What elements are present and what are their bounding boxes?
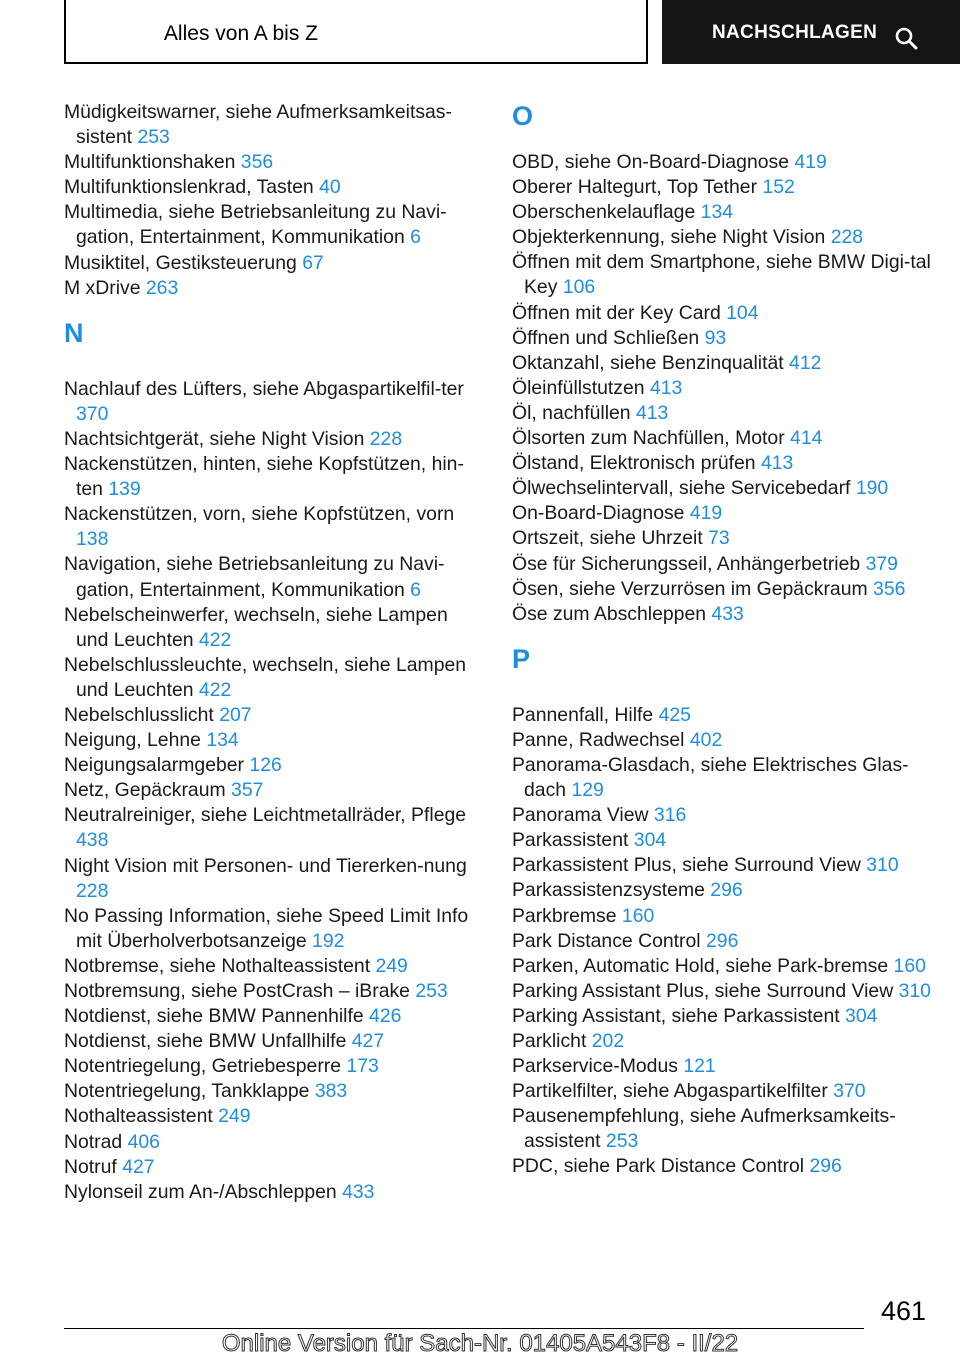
index-entry	[64, 150, 484, 175]
index-entry-text: Oktanzahl, siehe Benzinqualität	[512, 351, 784, 374]
index-entry	[512, 1104, 932, 1154]
index-entry	[512, 175, 932, 200]
index-entry-text: Nebelscheinwerfer, wechseln, siehe Lampen und Leuchten	[64, 603, 448, 651]
index-entry-text: Musiktitel, Gestiksteuerung	[64, 251, 297, 274]
index-entry-text: Objekterkennung, siehe Night Vision	[512, 226, 826, 249]
index-entry	[64, 1180, 484, 1205]
index-entry	[64, 1104, 484, 1129]
page-reference-link[interactable]: 253	[415, 980, 448, 1002]
index-entry	[512, 904, 932, 929]
page-reference-link[interactable]: 249	[218, 1105, 251, 1128]
page-reference-link[interactable]: 413	[760, 452, 794, 475]
index-entry	[64, 1130, 484, 1155]
index-entry	[512, 1029, 932, 1054]
index-entry	[64, 502, 484, 552]
page-reference-link[interactable]: 263	[145, 276, 179, 299]
index-entry	[512, 728, 932, 753]
index-entry-text: Parking Assistant Plus, siehe Surround View	[512, 979, 894, 1002]
index-entry-text: Öse für Sicherungsseil, Anhängerbetrieb	[512, 552, 861, 575]
page-reference-link[interactable]: 249	[375, 954, 408, 977]
index-entry	[64, 653, 484, 703]
entries-m	[64, 100, 484, 301]
index-entry-text: Notentriegelung, Tankklappe	[64, 1080, 310, 1103]
index-entry	[64, 753, 484, 778]
page-reference-link[interactable]: 228	[76, 879, 109, 902]
page-reference-link[interactable]: 152	[762, 176, 795, 199]
index-entry-text: Night Vision mit Personen- und Tiererken-nung	[64, 854, 467, 877]
index-entry-text: Öffnen und Schließen	[512, 326, 700, 349]
page-reference-link[interactable]: 134	[700, 201, 734, 224]
section-title: Alles von A bis Z	[163, 22, 318, 45]
page-reference-link[interactable]: 228	[369, 427, 403, 450]
index-entry	[64, 803, 484, 853]
index-entry-text: Nothalteassistent	[64, 1105, 213, 1128]
page-reference-link[interactable]: 192	[312, 929, 345, 952]
index-entry-text: Neutralreiniger, siehe Leichtmetallräder, Pflege	[64, 804, 467, 827]
index-entry	[64, 778, 484, 803]
index-entry	[512, 351, 932, 376]
page-reference-link[interactable]: 138	[76, 528, 109, 551]
page-reference-link[interactable]: 419	[689, 502, 723, 525]
index-entry	[64, 703, 484, 728]
index-entry	[64, 1155, 484, 1180]
page-reference-link[interactable]: 356	[240, 151, 274, 174]
index-entry-text: Parken, Automatic Hold, siehe Park-bremse	[512, 954, 889, 977]
index-entry-text: Notentriegelung, Getriebesperre	[64, 1055, 342, 1078]
index-entry-text: Panorama-Glasdach, siehe Elektrisches Glas-dach	[512, 753, 909, 802]
index-entry	[512, 200, 932, 225]
index-entry	[64, 276, 484, 301]
index-entry	[64, 1054, 484, 1079]
index-entry	[512, 954, 932, 979]
index-entry-text: Nebelschlusslicht	[64, 703, 214, 726]
page-reference-link[interactable]: 433	[342, 1180, 375, 1203]
index-entry-text: Panorama View	[512, 804, 649, 827]
index-entry-text: Parking Assistant, siehe Parkassistent	[512, 1004, 840, 1027]
index-entry	[512, 225, 932, 250]
index-entry	[512, 1054, 932, 1079]
index-entry-text: Netz, Gepäckraum	[64, 779, 226, 802]
index-entry-text: Oberer Haltegurt, Top Tether	[512, 176, 758, 199]
page-reference-link[interactable]: 422	[198, 678, 232, 701]
index-entry	[512, 1079, 932, 1104]
page-reference-link[interactable]: 129	[571, 779, 604, 802]
index-entry-text: Notbremse, siehe Nothalteassistent	[64, 954, 371, 977]
letter-heading-p: P	[512, 643, 531, 674]
page-number: 461	[880, 1296, 926, 1326]
index-entry-text: Neigung, Lehne	[64, 729, 201, 752]
index-entry-text: Navigation, siehe Betriebsanleitung zu Navi-gation, Entertainment, Kommunikation	[64, 553, 445, 601]
index-entry	[512, 1004, 932, 1029]
index-entry-text: Ölwechselintervall, siehe Servicebedarf	[512, 477, 851, 500]
index-entry-text: Ölsorten zum Nachfüllen, Motor	[512, 427, 785, 450]
index-entry	[512, 929, 932, 954]
index-entry-text: Ortszeit, siehe Uhrzeit	[512, 527, 703, 550]
index-entry-text: Partikelfilter, siehe Abgaspartikelfilter	[512, 1080, 828, 1103]
search-icon[interactable]	[894, 26, 918, 50]
index-column-left	[64, 100, 484, 1205]
index-entry-text: Parkassistenzsysteme	[512, 879, 705, 902]
index-entry	[512, 401, 932, 426]
index-entry	[512, 803, 932, 828]
entries-n	[64, 377, 484, 1205]
index-entry	[512, 753, 932, 803]
index-entry-text: Multifunktionshaken	[64, 151, 236, 174]
index-entry-text: Öse zum Abschleppen	[512, 602, 707, 625]
page-reference-link[interactable]: 202	[591, 1030, 625, 1052]
index-entry	[64, 175, 484, 200]
index-entry	[512, 878, 932, 903]
index-entry	[64, 728, 484, 753]
index-entry-text: Öffnen mit der Key Card	[512, 301, 721, 324]
index-entry	[64, 100, 484, 150]
index-entry-text: Parkservice-Modus	[512, 1055, 678, 1078]
page-reference-link[interactable]: 304	[633, 829, 667, 852]
index-entry-text: Multimedia, siehe Betriebsanleitung zu Navi-gation, Entertainment, Kommunikation	[64, 201, 447, 249]
index-entry	[512, 1154, 932, 1179]
index-entry-text: Notbremsung, siehe PostCrash – iBrake	[64, 980, 410, 1002]
letter-heading-o: O	[512, 101, 534, 131]
page-reference-link[interactable]: 67	[302, 251, 324, 274]
page-reference-link[interactable]: 40	[319, 176, 341, 199]
index-entry	[512, 426, 932, 451]
index-entry-text: Pannenfall, Hilfe	[512, 703, 654, 726]
page-reference-link[interactable]: 207	[219, 703, 252, 726]
page-reference-link[interactable]: 121	[683, 1055, 716, 1078]
index-entry	[512, 602, 932, 627]
page-reference-link[interactable]: 316	[653, 804, 687, 827]
section-header-box	[64, 0, 648, 64]
index-entry	[512, 828, 932, 853]
page-reference-link[interactable]: 106	[562, 276, 596, 299]
index-entry	[64, 1029, 484, 1054]
index-entry	[64, 904, 484, 954]
index-entry	[512, 526, 932, 551]
index-entry-text: Öl, nachfüllen	[512, 401, 631, 424]
page-reference-link[interactable]: 134	[206, 729, 239, 752]
page-reference-link[interactable]: 228	[830, 226, 864, 249]
page-reference-link[interactable]: 357	[231, 779, 264, 802]
index-entry-text: Nylonseil zum An-/Abschleppen	[64, 1180, 337, 1203]
page-reference-link[interactable]: 406	[127, 1130, 160, 1153]
index-entry-text: Notdienst, siehe BMW Unfallhilfe	[64, 1030, 347, 1053]
index-entry	[64, 854, 484, 904]
entries-o	[512, 150, 932, 627]
index-entry-text: Nackenstützen, vorn, siehe Kopfstützen, vorn	[64, 503, 455, 526]
page-reference-link[interactable]: 296	[710, 879, 743, 902]
index-entry-text: Parkbremse	[512, 904, 617, 927]
index-entry	[64, 251, 484, 276]
index-entry-text: No Passing Information, siehe Speed Limit Info mit Überholverbotsanzeige	[64, 904, 469, 952]
index-entry-text: Müdigkeitswarner, siehe Aufmerksamkeitsas-sistent	[64, 101, 452, 149]
page-reference-link[interactable]: 304	[845, 1004, 878, 1027]
page-reference-link[interactable]: 160	[893, 954, 926, 977]
page-reference-link[interactable]: 93	[704, 326, 727, 349]
index-entry	[512, 301, 932, 326]
page-reference-link[interactable]: 253	[137, 126, 170, 149]
page-reference-link[interactable]: 104	[726, 301, 759, 324]
index-entry-text: Nackenstützen, hinten, siehe Kopfstützen, hin-ten	[64, 453, 464, 501]
footer-rule	[64, 1328, 864, 1329]
nachschlagen-tab[interactable]	[662, 0, 960, 64]
online-version-note: Online Version für Sach-Nr. 01405A543F8 - II/22	[221, 1330, 739, 1357]
page-reference-link[interactable]: 425	[658, 703, 691, 726]
index-entry	[512, 326, 932, 351]
index-entry-text: Oberschenkelauflage	[512, 201, 696, 224]
index-entry-text: Notruf	[64, 1155, 117, 1178]
page-reference-link[interactable]: 296	[809, 1155, 842, 1178]
index-entry	[64, 377, 484, 427]
index-entry	[64, 552, 484, 602]
page-reference-link[interactable]: 427	[351, 1030, 385, 1053]
index-entry	[512, 150, 932, 175]
page-reference-link[interactable]: 6	[410, 578, 421, 601]
page-reference-link[interactable]: 412	[789, 351, 822, 374]
index-entry	[64, 200, 484, 250]
index-entry-text: Öleinfüllstutzen	[512, 376, 645, 399]
page-reference-link[interactable]: 414	[790, 427, 823, 450]
page-reference-link[interactable]: 379	[865, 552, 898, 575]
page-reference-link[interactable]: 6	[410, 226, 421, 249]
page-reference-link[interactable]: 173	[346, 1055, 379, 1078]
index-entry	[512, 703, 932, 728]
page-reference-link[interactable]: 190	[855, 477, 889, 500]
index-entry-text: Parkassistent Plus, siehe Surround View	[512, 854, 861, 877]
entries-p	[512, 703, 932, 1180]
index-entry-text: On-Board-Diagnose	[512, 502, 685, 525]
page-reference-link[interactable]: 73	[708, 527, 730, 550]
index-entry-text: Panne, Radwechsel	[512, 728, 685, 751]
page-reference-link[interactable]: 427	[122, 1155, 155, 1178]
index-entry-text: PDC, siehe Park Distance Control	[512, 1155, 805, 1178]
index-entry	[512, 476, 932, 501]
index-entry-text: Neigungsalarmgeber	[64, 754, 245, 777]
page-reference-link[interactable]: 426	[369, 1005, 402, 1028]
page-reference-link[interactable]: 402	[689, 728, 723, 751]
index-entry	[512, 376, 932, 401]
page-reference-link[interactable]: 253	[605, 1130, 639, 1153]
index-entry	[64, 603, 484, 653]
page-reference-link[interactable]: 310	[898, 979, 931, 1002]
page-reference-link[interactable]: 126	[249, 754, 282, 777]
page-reference-link[interactable]: 160	[621, 904, 655, 927]
index-entry	[512, 250, 932, 300]
index-entry	[512, 451, 932, 476]
page-reference-link[interactable]: 370	[833, 1080, 866, 1103]
index-entry-text: Multifunktionslenkrad, Tasten	[64, 176, 314, 199]
index-entry-text: Parkassistent	[512, 829, 629, 852]
page-reference-link[interactable]: 422	[198, 628, 232, 651]
index-entry-text: OBD, siehe On-Board-Diagnose	[512, 151, 789, 173]
index-entry-text: Notdienst, siehe BMW Pannenhilfe	[64, 1005, 364, 1028]
index-entry-text: Parklicht	[512, 1030, 587, 1052]
index-entry	[512, 853, 932, 878]
index-entry	[512, 501, 932, 526]
index-entry-text: Ölstand, Elektronisch prüfen	[512, 452, 756, 475]
index-column-right	[512, 100, 932, 1180]
page-reference-link[interactable]: 419	[794, 151, 827, 173]
index-entry-text: M xDrive	[64, 276, 141, 299]
page-reference-link[interactable]: 139	[108, 478, 141, 501]
page-reference-link[interactable]: 383	[314, 1080, 348, 1103]
page-reference-link[interactable]: 413	[649, 376, 683, 399]
index-entry-text: Nachtsichtgerät, siehe Night Vision	[64, 427, 365, 450]
index-entry	[512, 577, 932, 602]
index-entry-text: Öffnen mit dem Smartphone, siehe BMW Digi-tal Key	[512, 251, 931, 299]
page-reference-link[interactable]: 413	[635, 401, 669, 424]
index-entry-text: Notrad	[64, 1130, 123, 1153]
index-entry-text: Pausenempfehlung, siehe Aufmerksamkeits-assistent	[512, 1105, 896, 1153]
index-entry	[512, 552, 932, 577]
index-entry	[64, 427, 484, 452]
index-entry	[512, 979, 932, 1004]
tab-label: NACHSCHLAGEN	[712, 22, 878, 43]
page-reference-link[interactable]: 438	[76, 829, 109, 852]
page-reference-link[interactable]: 356	[873, 577, 906, 600]
index-entry-text: Park Distance Control	[512, 929, 701, 952]
index-entry-text: Nachlauf des Lüfters, siehe Abgaspartikelfil-ter	[64, 377, 464, 400]
page-reference-link[interactable]: 296	[706, 929, 739, 952]
index-entry	[64, 452, 484, 502]
page-reference-link[interactable]: 310	[866, 854, 899, 877]
index-entry	[64, 979, 484, 1004]
page-reference-link[interactable]: 370	[76, 402, 109, 425]
index-entry-text: Ösen, siehe Verzurrösen im Gepäckraum	[512, 577, 868, 600]
letter-heading-n: N	[64, 317, 84, 348]
index-entry	[64, 954, 484, 979]
index-entry	[64, 1004, 484, 1029]
index-entry-text: Nebelschlussleuchte, wechseln, siehe Lampen und Leuchten	[64, 653, 467, 701]
page-reference-link[interactable]: 433	[711, 602, 744, 625]
index-entry	[64, 1079, 484, 1104]
